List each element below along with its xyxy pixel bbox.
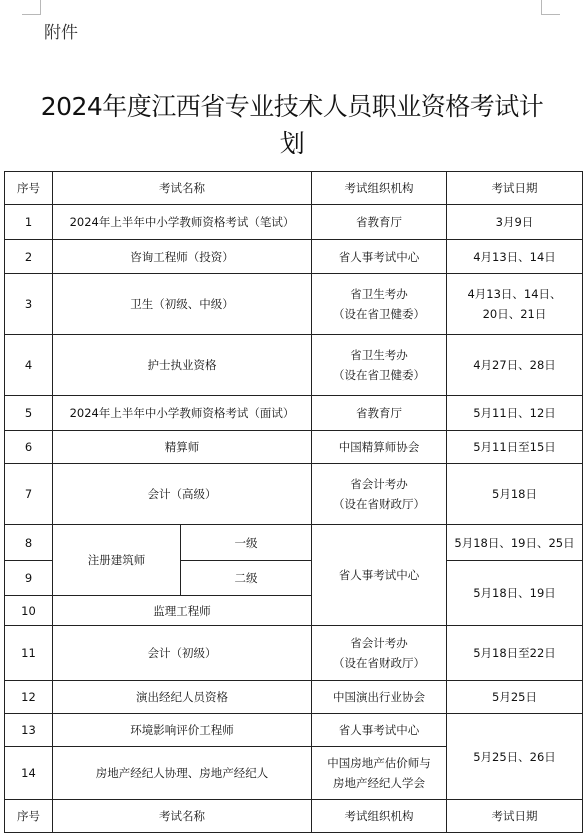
table-row: [5, 464, 583, 525]
exam-name-cell: 2024年上半年中小学教师资格考试（面试）: [53, 396, 312, 431]
table-row: [5, 525, 583, 561]
table-row: [5, 396, 583, 431]
date-cell: 5月11日、12日: [447, 396, 583, 431]
seq-cell: 3: [5, 274, 53, 335]
table-row: [5, 240, 583, 274]
document-title: 2024年度江西省专业技术人员职业资格考试计划: [40, 92, 544, 158]
table-row: [5, 714, 583, 747]
org-line: （设在省财政厅）: [333, 656, 425, 670]
date-cell: 5月25日: [447, 681, 583, 714]
seq-cell: 10: [5, 596, 53, 626]
date-cell: 5月25日、26日: [447, 714, 583, 800]
seq-cell: 13: [5, 714, 53, 747]
date-cell: 4月13日、14日: [447, 240, 583, 274]
table-row: [5, 431, 583, 464]
exam-name-cell: 环境影响评价工程师: [53, 714, 312, 747]
footer-header-name: 考试名称: [53, 800, 312, 833]
header-name: 考试名称: [53, 172, 312, 205]
attachment-label: 附件: [44, 23, 78, 43]
org-line: 省会计考办: [350, 636, 408, 650]
date-cell: 5月18日: [447, 464, 583, 525]
org-line: （设在省财政厅）: [333, 497, 425, 511]
header-org: 考试组织机构: [312, 172, 447, 205]
date-cell: 5月18日、19日、25日: [447, 525, 583, 561]
footer-header-org: 考试组织机构: [312, 800, 447, 833]
org-line: 中国房地产估价师与: [327, 756, 431, 770]
org-cell: [312, 335, 447, 396]
exam-name-cell: 注册建筑师: [53, 525, 181, 596]
org-cell: [312, 274, 447, 335]
org-cell: 省人事考试中心: [312, 714, 447, 747]
exam-name-cell: 护士执业资格: [53, 335, 312, 396]
date-cell: [447, 274, 583, 335]
table-row: [5, 626, 583, 681]
header-seq: 序号: [5, 172, 53, 205]
seq-cell: 8: [5, 525, 53, 561]
org-line: 房地产经纪人学会: [333, 776, 425, 790]
seq-cell: 2: [5, 240, 53, 274]
table-footer-header-row: [5, 800, 583, 833]
seq-cell: 7: [5, 464, 53, 525]
level-cell: 一级: [181, 525, 312, 561]
org-cell: 省人事考试中心: [312, 240, 447, 274]
table-row: [5, 205, 583, 240]
seq-cell: 12: [5, 681, 53, 714]
org-cell: 省教育厅: [312, 205, 447, 240]
org-line: 省卫生考办: [350, 287, 408, 301]
exam-name-cell: 精算师: [53, 431, 312, 464]
footer-header-seq: 序号: [5, 800, 53, 833]
exam-name-cell: 监理工程师: [53, 596, 312, 626]
org-cell: [312, 747, 447, 800]
header-date: 考试日期: [447, 172, 583, 205]
date-cell: 5月11日至15日: [447, 431, 583, 464]
table-row: [5, 681, 583, 714]
org-line: （设在省卫健委）: [333, 368, 425, 382]
org-cell: [312, 464, 447, 525]
exam-name-cell: 2024年上半年中小学教师资格考试（笔试）: [53, 205, 312, 240]
org-line: 省会计考办: [350, 477, 408, 491]
date-line: 4月13日、14日、: [467, 287, 562, 301]
date-cell: 3月9日: [447, 205, 583, 240]
org-line: 省卫生考办: [350, 348, 408, 362]
seq-cell: 5: [5, 396, 53, 431]
seq-cell: 14: [5, 747, 53, 800]
exam-plan-table: [4, 171, 583, 833]
org-cell: 省人事考试中心: [312, 525, 447, 626]
exam-name-cell: 会计（高级）: [53, 464, 312, 525]
table-row: [5, 274, 583, 335]
org-cell: 中国演出行业协会: [312, 681, 447, 714]
exam-name-cell: 会计（初级）: [53, 626, 312, 681]
exam-name-cell: 卫生（初级、中级）: [53, 274, 312, 335]
table-header-row: [5, 172, 583, 205]
date-cell: 5月18日、19日: [447, 561, 583, 626]
table-row: [5, 335, 583, 396]
seq-cell: 9: [5, 561, 53, 596]
footer-header-date: 考试日期: [447, 800, 583, 833]
exam-name-cell: 房地产经纪人协理、房地产经纪人: [53, 747, 312, 800]
date-cell: 5月18日至22日: [447, 626, 583, 681]
level-cell: 二级: [181, 561, 312, 596]
date-line: 20日、21日: [482, 307, 547, 321]
seq-cell: 4: [5, 335, 53, 396]
date-cell: 4月27日、28日: [447, 335, 583, 396]
exam-name-cell: 演出经纪人员资格: [53, 681, 312, 714]
corner-crop-mark-left: [22, 0, 41, 15]
corner-crop-mark-right: [541, 0, 560, 15]
org-cell: 省教育厅: [312, 396, 447, 431]
org-line: （设在省卫健委）: [333, 307, 425, 321]
org-cell: [312, 626, 447, 681]
exam-name-cell: 咨询工程师（投资）: [53, 240, 312, 274]
seq-cell: 11: [5, 626, 53, 681]
org-cell: 中国精算师协会: [312, 431, 447, 464]
seq-cell: 6: [5, 431, 53, 464]
seq-cell: 1: [5, 205, 53, 240]
